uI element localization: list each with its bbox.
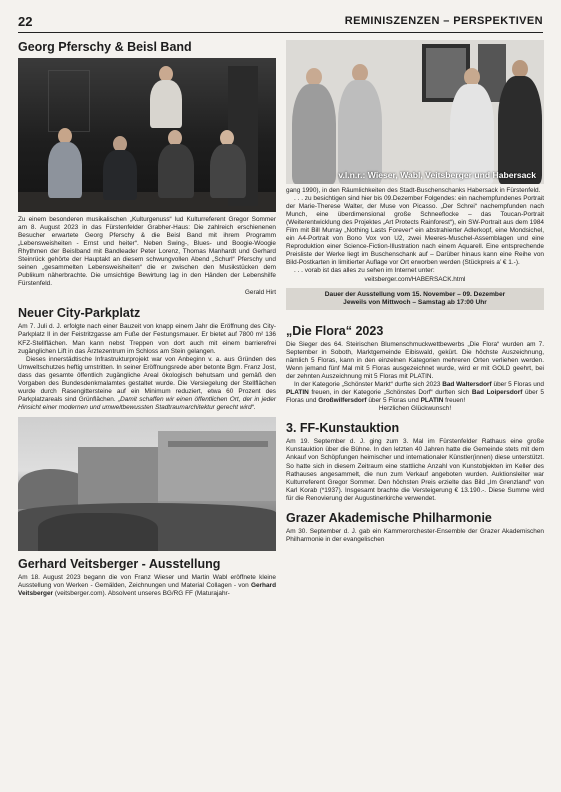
parking-heading: Neuer City-Parkplatz	[18, 306, 141, 321]
auction-heading: 3. FF-Kunstauktion	[286, 421, 400, 436]
parking-text-2: Dieses innerstädtische Infrastrukturprojekt war von Anbeginn v. a. aus Gründen des Umweltschutzes heftig umstritten. In seiner Eröffnungsrede aber betonte Bgm. Franz Jost, dass das gesamte öffentlich zugängliche Areal ökologisch behutsam und gemäß den Vorgaben des Bundesdenkmalamtes gestaltet wurde. Die Versiegelung der Stellflächen wurde durch Rasengittersteine auf ein Minimum reduziert, etwa 60 Prozent des Parkplatzareals sind Grünflächen. „Damit schaffen wir einen öffentlichen Ort, der in jeder Hinsicht einer modernen und umweltbewussten Stadtraumarchitektur gerecht wird“.	[18, 355, 276, 411]
exhibition-text-1: gang 1990), in den Räumlichkeiten des Stadt-Buschenschanks Habersack in Fürstenfeld.	[286, 187, 541, 194]
philharmonie-text: Am 30. September d. J. gab ein Kammerorchester-Ensemble der Grazer Akademischen Philharmonie in der evangelischen	[286, 527, 544, 543]
philharmonie-heading: Grazer Akademische Philharmonie	[286, 510, 492, 525]
notice-dates: Dauer der Ausstellung vom 15. November – 09. Dezember	[324, 290, 506, 298]
notice-days: Jeweils von Mittwoch – Samstag ab 17:00 Uhr	[343, 298, 487, 306]
band-author: Gerald Hirt	[244, 289, 276, 297]
flora-congrats: Herzlichen Glückwunsch!	[378, 405, 452, 413]
exhibition-dates-box	[286, 288, 544, 310]
parking-photo	[18, 417, 276, 551]
parking-text-1: Am 7. Juli d. J. erfolgte nach einer Bauzeit von knapp einem Jahr die Eröffnung des City-Parkplatz II in der Feistritzgasse am Fuße der Festungsmauer. Er bietet auf 7800 m² 136 KFZ-Stellflächen. Man kann nebst Treppen von dort auch mit einem barrierefrei zugänglichen Lift in das Ärztezentrum im Schloss am Stein gelangen.	[18, 323, 276, 355]
band-photo	[18, 58, 276, 212]
page-number: 22	[18, 14, 33, 29]
flora-text-2: In der Kategorie „Schönster Markt“ durfte sich 2023 Bad Waltersdorf über 5 Floras und PLATIN freuen, in der Kategorie „Schönstes Dorf“ durften sich Bad Loipersdorf über 5 Floras und Großwilfersdorf über 5 Floras und PLATIN freuen!	[286, 381, 544, 405]
parking-quote: „Damit schaffen wir einen öffentlichen Ort, der in jeder Hinsicht einer modernen und umweltbewussten Stadtraumarchitektur gerecht wird“.	[18, 395, 276, 411]
right-column	[286, 40, 544, 544]
exhibition-text-2: . . . zu besichtigen sind hier bis 09.Dezember Folgendes: ein nachempfundenes Portrait der Marie-Therese Walter, der Muse von Picasso. „Der Schrei“ nachempfunden nach Munch, eine überdimensional große Schneeflocke – das Toucan-Portrait (Weiterentwicklung des Projektes „Art Protects Rainforest“), ein SW-Portrait aus dem 1984 Film mit Bill Murray „Nothing Lasts Forever“ ein abstrahierter Adlerkopf, eine Mondsichel, ein A4-Portrait von Bono Vox von U2, zwei Meeres-Muschel-Assemblagen und eine Reproduktion einer Science-Fiction-Illustration nach einem Aquarell. Eine entsprechende Preisliste der Werke liegt im Buschenschank auf – Darüber hinaus kann eine Reihe von Bild-Postkarten in limitierter Auflage vor Ort erworben werden (Stückpreis a’ € 1.-).	[286, 195, 544, 267]
veitsberger-heading: Gerhard Veitsberger - Ausstellung	[18, 556, 221, 571]
band-heading: Georg Pferschy & Beisl Band	[18, 40, 192, 54]
photo-caption: v.l.n.r.: Wieser, Wabl, Veitsberger und Habersack	[338, 170, 536, 180]
exhibition-text-3: . . . vorab ist das alles zu sehen im Internet unter:	[294, 267, 435, 275]
running-title: REMINISZENZEN – PERSPEKTIVEN	[344, 15, 543, 27]
exhibition-photo	[286, 40, 544, 184]
band-text: Zu einem besonderen musikalischen „Kulturgenuss“ lud Kulturreferent Gregor Sommer am 8. August 2023 in das Fürstenfelder Grabher-Haus: Die zahlreich erschienenen Besucher erwartete Georg Pferschy & die Beisl Band mit ihrem Programm „Lebensweisheiten - Ernst und heiter“. Neben Swing-, Blues- und Boogie-Woogie Rhythmen der Beislband mit Bandleader Peter Lorenz, Thomas Manhardt und Gerhard Steinrück gehörte der Hauptakt an diesem schwungvollen Abend „Schurl“ Pferschy und seinen „gesammelten Lebensweisheiten“ die er zwischen den Musikstücken dem Publikum näherbrachte. Die umsichtige Bewirtung lag in den Händen der Lebenshilfe Fürstenfeld.	[18, 216, 276, 288]
page-header	[18, 14, 543, 33]
flora-text-1: Die Sieger des 64. Steirischen Blumenschmuckwettbewerbs „Die Flora“ wurden am 7. September in Soboth, Marktgemeinde Eibiswald, gekürt. Die höchste Auszeichnung, nämlich 5 Floras, kann in den einzelnen Kategorien mehreren Orten verliehen werden. Wenn jemand fünf Mal mit 5 Floras ausgezeichnet wurde, wird er mit GOLD geehrt, bei der zehnten Auszeichnung mit 5 Floras mit PLATIN.	[286, 340, 544, 381]
veitsberger-text: Am 18. August 2023 begann die von Franz Wieser und Martin Wabl eröffnete kleine Ausstellung von Werken - Gemälden, Zeichnungen und Material Collagen - von Gerhard Veitsberger (veitsberger.com). Absolvent unseres BG/RG FF (Maturajahr-	[18, 573, 276, 598]
left-column	[18, 40, 276, 598]
flora-heading: „Die Flora“ 2023	[286, 323, 384, 338]
auction-text: Am 19. September d. J. ging zum 3. Mal im Fürstenfelder Rathaus eine große Kunstauktion über die Bühne. In den letzten 40 Jahren hatte die Gemeinde stets mit dem Ankauf von Schöpfungen heimischer und internationaler Künstler(innen) diese unterstützt. So hatte sich in diesem Zeitraum eine stattliche Anzahl von Kunstobjekten im Keller des Rathauses angesammelt, die nun zum Verkauf angeboten wurden. Auktionsleiter war Kulturreferent Gregor Sommer. Den höchsten Preis erzielte das Bild „Im Grenzland“ von Karl Korab (*1937). Insgesamt brachte die Versteigerung € 13.190.-. Diese Summe wird für die Renovierung der Augustinerkirche verwendet.	[286, 438, 544, 502]
exhibition-url[interactable]: veitsberger.com/HABERSACK.html	[364, 275, 466, 283]
